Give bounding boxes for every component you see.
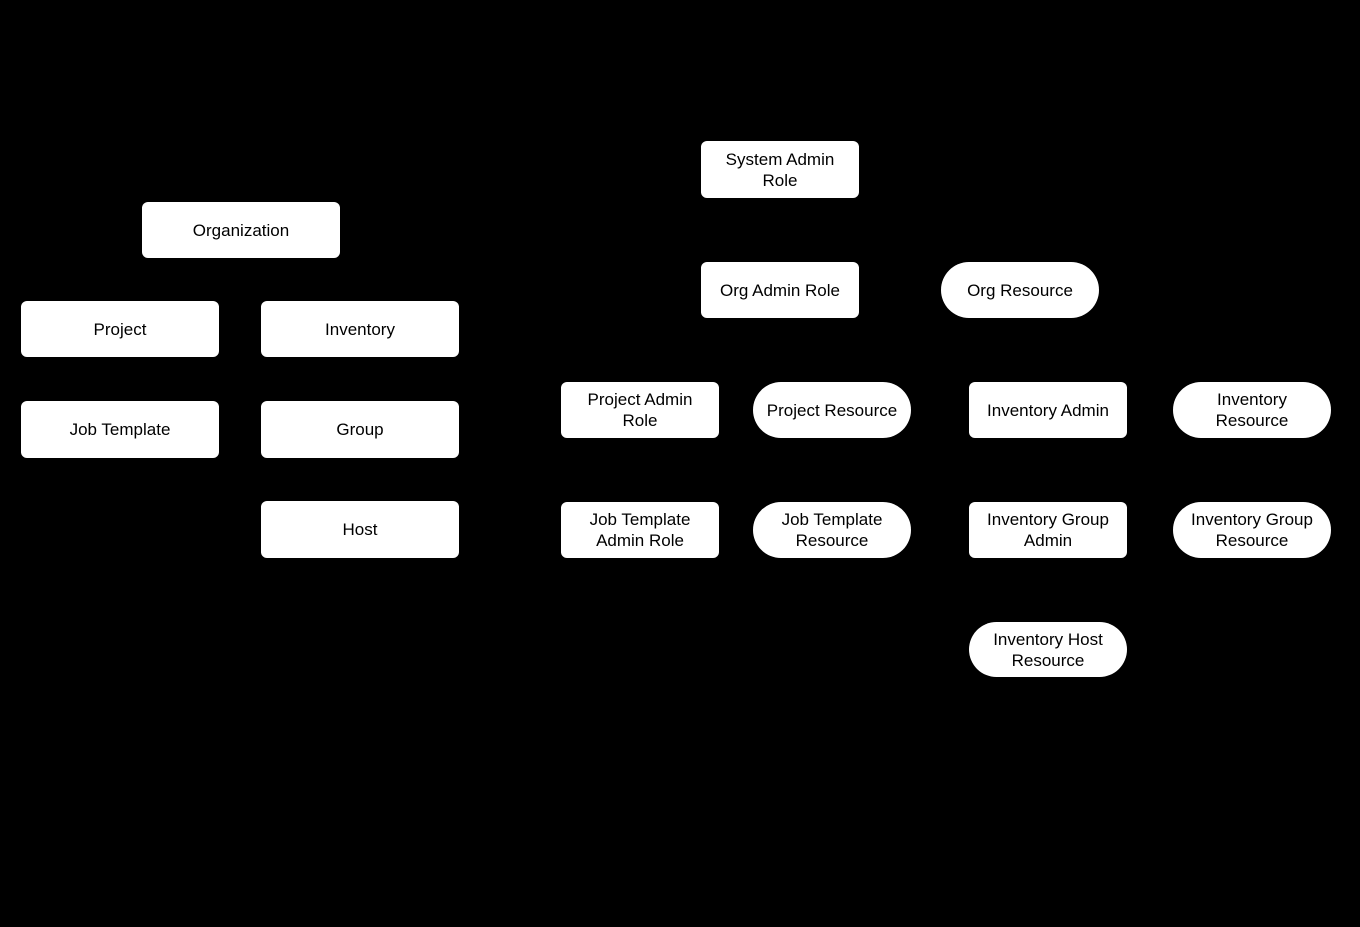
node-label-line: Job Template [781, 510, 883, 529]
node-system-admin-role [701, 141, 859, 198]
node-label-line: Job Template [69, 420, 171, 439]
node-label-line: Resource [795, 531, 869, 550]
node-label-line: Inventory Group [987, 510, 1109, 529]
node-project [21, 301, 219, 357]
node-label-line: Inventory Group [1191, 510, 1313, 529]
node-label-line: Group [336, 420, 384, 439]
node-inventory-host-resource [969, 622, 1127, 677]
node-label-line: Inventory Host [993, 629, 1103, 649]
node-label-line: Project Admin [587, 390, 693, 409]
node-job-template-admin-role [561, 502, 719, 558]
node-organization [142, 202, 340, 258]
node-inventory-group-resource [1173, 502, 1331, 558]
node-org-admin-role [701, 262, 859, 318]
node-label-line: Org Admin Role [720, 280, 840, 300]
node-label-line: Organization [192, 220, 290, 240]
node-label-line: Resource [1215, 531, 1289, 550]
node-job-template [21, 401, 219, 458]
node-label-line: Admin [1023, 531, 1073, 550]
node-label-line: Project Resource [766, 400, 898, 420]
node-label-line: Admin Role [596, 531, 684, 550]
node-inventory [261, 301, 459, 357]
node-project-admin-role [561, 382, 719, 438]
node-label-line: Job Template [589, 510, 691, 529]
node-label-line: Resource [1011, 650, 1085, 670]
node-host [261, 501, 459, 558]
node-inventory-resource [1173, 382, 1331, 438]
node-label-line: System Admin [725, 149, 835, 169]
node-label-line: Org Resource [967, 280, 1073, 300]
node-group [261, 401, 459, 458]
node-job-template-resource [753, 502, 911, 558]
node-label-line: Inventory Admin [987, 400, 1109, 420]
node-label-line: Inventory [1217, 390, 1287, 409]
node-label-line: Role [622, 411, 658, 430]
node-label-line: Role [762, 170, 798, 190]
node-project-resource [753, 382, 911, 438]
node-org-resource [941, 262, 1099, 318]
node-label-line: Project [93, 319, 147, 339]
node-inventory-group-admin [969, 502, 1127, 558]
node-label-line: Inventory [325, 319, 395, 339]
node-label-line: Resource [1215, 411, 1289, 430]
node-inventory-admin [969, 382, 1127, 438]
node-label-line: Host [342, 520, 378, 539]
